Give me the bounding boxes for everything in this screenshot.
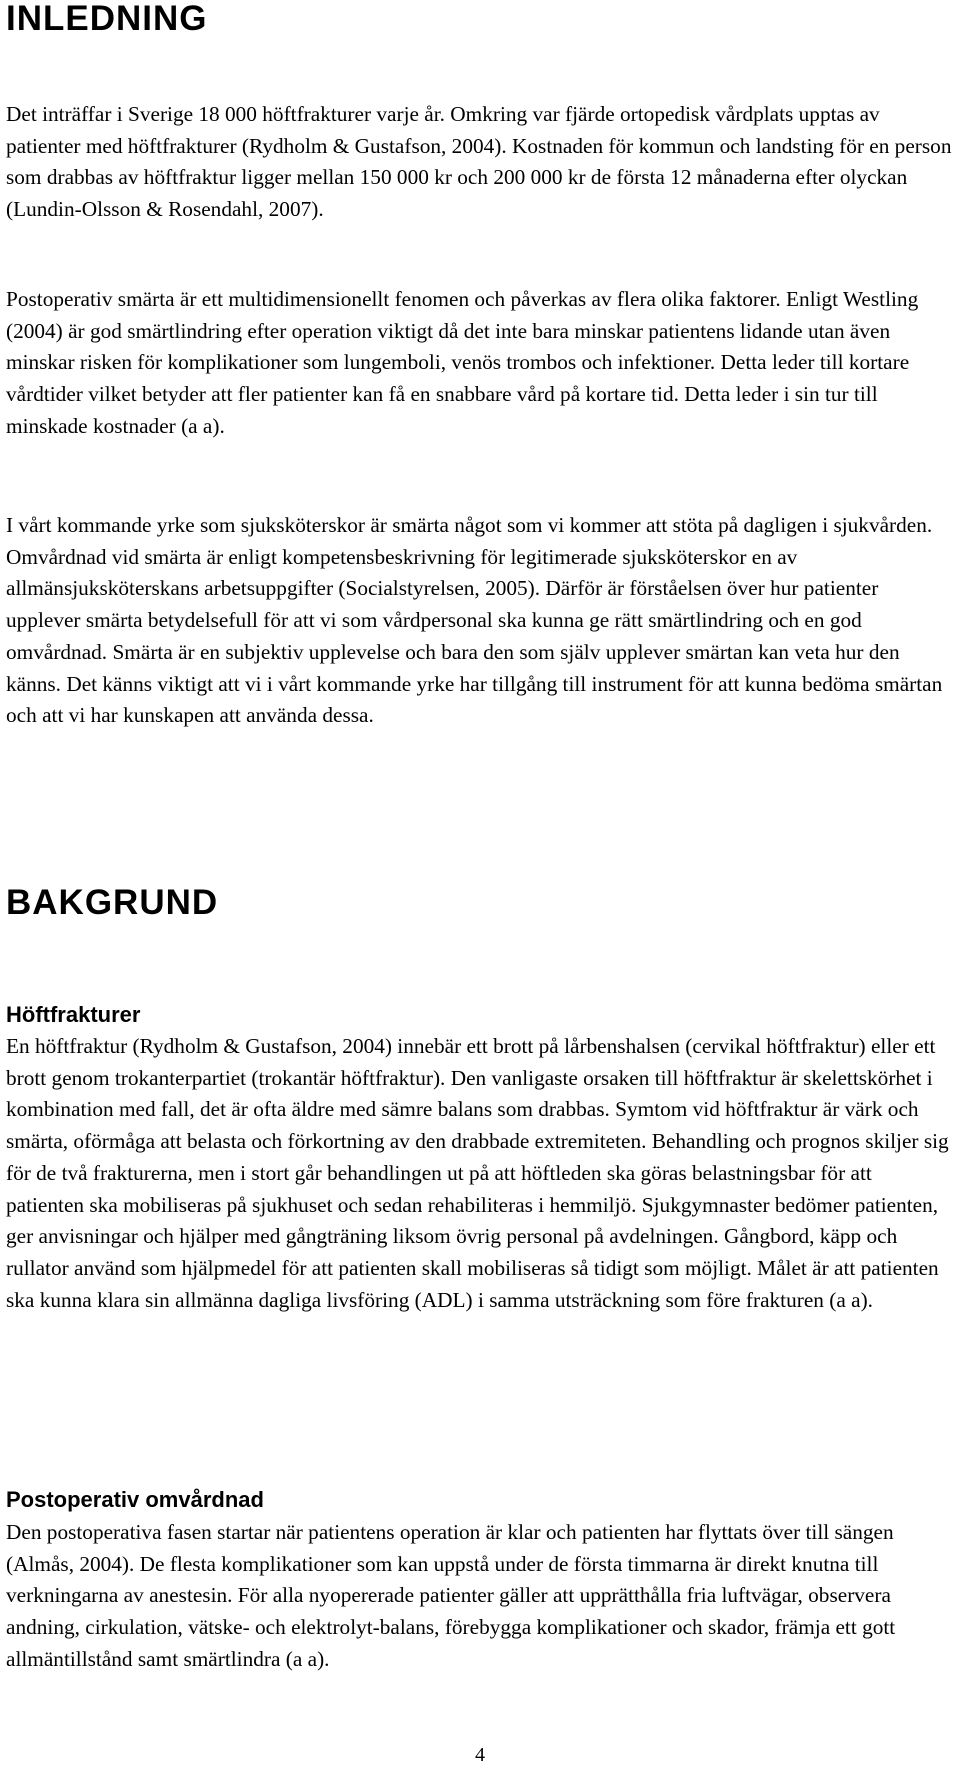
section-title-bakgrund: BAKGRUND bbox=[6, 883, 219, 922]
subheading-postoperativ-omvardnad: Postoperativ omvårdnad bbox=[6, 1487, 264, 1512]
hoftfrakturer-paragraph: En höftfraktur (Rydholm & Gustafson, 2004) innebär ett brott på lårbenshalsen (cervikal höftfraktur) eller ett brott genom trokanterpartiet (trokantär höftfraktur). Den vanligaste orsaken till höftfraktur är skelettskörhet i kombination med fall, det är ofta äldre med sämre balans som drabbas. Symtom vid höftfraktur är värk och smärta, oförmåga att belasta och förkortning av den drabbade extremiteten. Behandling och prognos skiljer sig för de två frakturerna, men i stort går behandlingen ut på att höftleden ska göras belastningsbar för att patienten ska mobiliseras på sjukhuset och sedan rehabiliteras i hemmiljö. Sjukgymnaster bedömer patienten, ger anvisningar och hjälper med gångträning liksom övrig personal på avdelningen. Gångbord, käpp och rullator använd som hjälpmedel för att patienten skall mobiliseras så tidigt som möjligt. Målet är att patienten ska kunna klara sin allmänna dagliga livsföring (ADL) i samma utsträckning som före frakturen (a a). bbox=[6, 1034, 949, 1312]
page-number: 4 bbox=[475, 1744, 485, 1766]
postoperativ-paragraph: Den postoperativa fasen startar när patientens operation är klar och patienten har flyttats över till sängen (Almås, 2004). De flesta komplikationer som kan uppstå under de första timmarna är direkt knutna till verkningarna av anestesin. För alla nyopererade patienter gäller att upprätthålla fria luftvägar, observera andning, cirkulation, vätske- och elektrolyt-balans, förebygga komplikationer och skador, främja ett gott allmäntillstånd samt smärtlindra (a a). bbox=[6, 1520, 896, 1671]
intro-paragraph-2: Postoperativ smärta är ett multidimensionellt fenomen och påverkas av flera olika faktorer. Enligt Westling (2004) är god smärtlindring efter operation viktigt då det inte bara minskar patientens lidande utan även minskar risken för komplikationer som lungemboli, venös trombos och infektioner. Detta leder till kortare vårdtider vilket betyder att fler patienter kan få en snabbare vård på kortare tid. Detta leder i sin tur till minskade kostnader (a a). bbox=[6, 287, 919, 438]
intro-paragraph-3: I vårt kommande yrke som sjuksköterskor är smärta något som vi kommer att stöta på dagligen i sjukvården. Omvårdnad vid smärta är enligt kompetensbeskrivning för legitimerade sjuksköterskor en av allmänsjuksköterskans arbetsuppgifter (Socialstyrelsen, 2005). Därför är förståelsen över hur patienter upplever smärta betydelsefull för att vi som vårdpersonal ska kunna ge rätt smärtlindring och en god omvårdnad. Smärta är en subjektiv upplevelse och bara den som själv upplever smärtan kan veta hur den känns. Det känns viktigt att vi i vårt kommande yrke har tillgång till instrument för att kunna bedöma smärtan och att vi har kunskapen att använda dessa. bbox=[6, 513, 943, 728]
intro-paragraph-1: Det inträffar i Sverige 18 000 höftfrakturer varje år. Omkring var fjärde ortopedisk vårdplats upptas av patienter med höftfrakturer (Rydholm & Gustafson, 2004). Kostnaden för kommun och landsting för en person som drabbas av höftfraktur ligger mellan 150 000 kr och 200 000 kr de första 12 månaderna efter olyckan (Lundin-Olsson & Rosendahl, 2007). bbox=[6, 102, 952, 222]
section-title-inledning: INLEDNING bbox=[6, 0, 208, 38]
subheading-hoftfrakturer: Höftfrakturer bbox=[6, 1002, 141, 1027]
